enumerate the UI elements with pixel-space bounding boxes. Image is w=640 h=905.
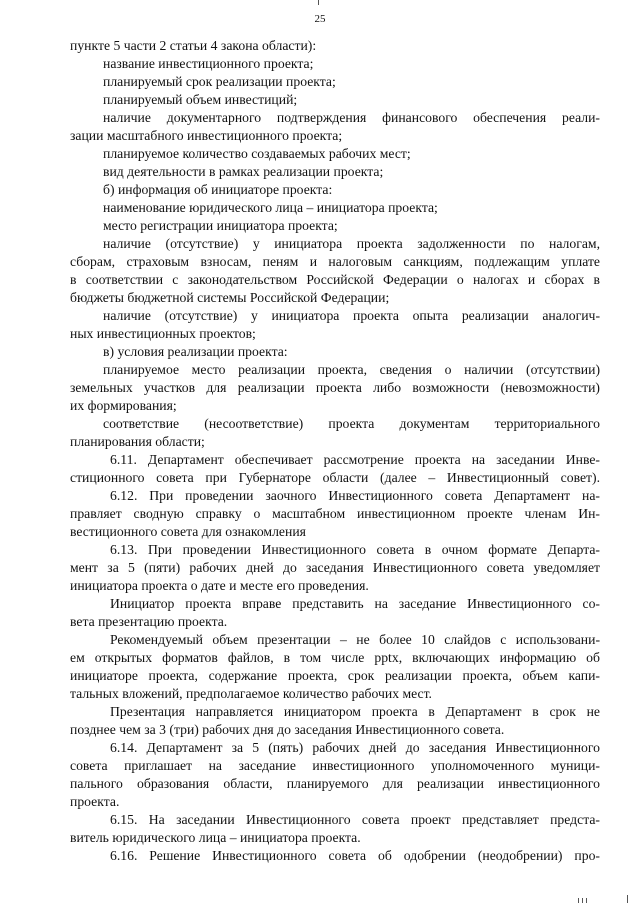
text-line: в соответствии с законодательством Российской Федерации о налогах и сборах в: [70, 272, 600, 287]
text-line: сборам, страховым взносам, пеням и налоговым санкциям, подлежащим уплате: [70, 254, 600, 269]
text-line: инициаторе проекта, содержание проекта, срок реализации проекта, объем капи-: [70, 668, 600, 683]
text-line: 6.12. При проведении заочного Инвестиционного совета Департамент на-: [110, 488, 600, 503]
document-body: [70, 37, 600, 865]
text-line: 6.13. При проведении Инвестиционного совета в очном формате Департа-: [110, 542, 600, 557]
text-line: вестиционного совета для ознакомления: [70, 524, 306, 539]
scan-mark: [318, 0, 319, 5]
text-line: наличие документарного подтверждения финансового обеспечения реали-: [103, 110, 600, 125]
text-line: пункте 5 части 2 статьи 4 закона области):: [70, 38, 317, 53]
scan-mark: [578, 898, 579, 903]
text-line: стиционного совета при Губернаторе области (далее – Инвестиционный совет).: [70, 470, 600, 485]
text-line: Презентация направляется инициатором проекта в Департамент в срок не: [110, 704, 600, 719]
text-line: планируемый срок реализации проекта;: [103, 74, 336, 89]
text-line: б) информация об инициаторе проекта:: [103, 182, 333, 197]
text-line: проекта.: [70, 794, 120, 809]
text-line: бюджеты бюджетной системы Российской Федерации;: [70, 290, 390, 305]
text-line: вид деятельности в рамках реализации проекта;: [103, 164, 384, 179]
text-line: 6.14. Департамент за 5 (пять) рабочих дней до заседания Инвестиционного: [110, 740, 600, 755]
text-line: витель юридического лица – инициатора проекта.: [70, 830, 361, 845]
text-line: 6.11. Департамент обеспечивает рассмотрение проекта на заседании Инве-: [110, 452, 600, 467]
text-line: название инвестиционного проекта;: [103, 56, 314, 71]
text-line: совета приглашает на заседание инвестиционного уполномоченного муници-: [70, 758, 600, 773]
text-line: 6.15. На заседании Инвестиционного совета проект представляет предста-: [110, 812, 600, 827]
text-line: вета презентацию проекта.: [70, 614, 228, 629]
text-line: инициатора проекта о дате и месте его проведения.: [70, 578, 369, 593]
text-line: ем открытых форматов файлов, в том числе pptx, включающих информацию об: [70, 650, 600, 665]
text-line: зации масштабного инвестиционного проекта;: [70, 128, 343, 143]
text-line: ных инвестиционных проектов;: [70, 326, 256, 341]
scan-mark: [627, 895, 628, 903]
text-line: правляет сводную справку о масштабном инвестиционном проекте членам Ин-: [70, 506, 600, 521]
text-line: 6.16. Решение Инвестиционного совета об одобрении (неодобрении) про-: [110, 848, 600, 863]
text-line: в) условия реализации проекта:: [103, 344, 288, 359]
text-line: земельных участков для реализации проекта либо возможности (невозможности): [70, 380, 600, 395]
text-line: планируемый объем инвестиций;: [103, 92, 298, 107]
text-line: планируемое место реализации проекта, сведения о наличии (отсутствии): [103, 362, 600, 377]
text-line: тальных вложений, предполагаемое количество рабочих мест.: [70, 686, 432, 701]
text-line: планирования области;: [70, 434, 205, 449]
text-line: место регистрации инициатора проекта;: [103, 218, 338, 233]
scan-mark: [582, 898, 583, 903]
text-line: пального образования области, планируемого для реализации инвестиционного: [70, 776, 600, 791]
text-line: Инициатор проекта вправе представить на заседание Инвестиционного со-: [110, 596, 600, 611]
text-line: наличие (отсутствие) у инициатора проекта опыта реализации аналогич-: [103, 308, 600, 323]
text-line: наименование юридического лица – инициатора проекта;: [103, 200, 438, 215]
scan-mark: [586, 898, 587, 903]
text-line: планируемое количество создаваемых рабочих мест;: [103, 146, 411, 161]
text-line: наличие (отсутствие) у инициатора проекта задолженности по налогам,: [103, 236, 600, 251]
text-line: Рекомендуемый объем презентации – не более 10 слайдов с использовани-: [110, 632, 600, 647]
text-line: позднее чем за 3 (три) рабочих дня до заседания Инвестиционного совета.: [70, 722, 505, 737]
text-line: мент за 5 (пяти) рабочих дней до заседания Инвестиционного совета уведомляет: [70, 560, 600, 575]
text-line: их формирования;: [70, 398, 177, 413]
text-line: соответствие (несоответствие) проекта документам территориального: [103, 416, 600, 431]
page-number: 25: [314, 13, 326, 25]
